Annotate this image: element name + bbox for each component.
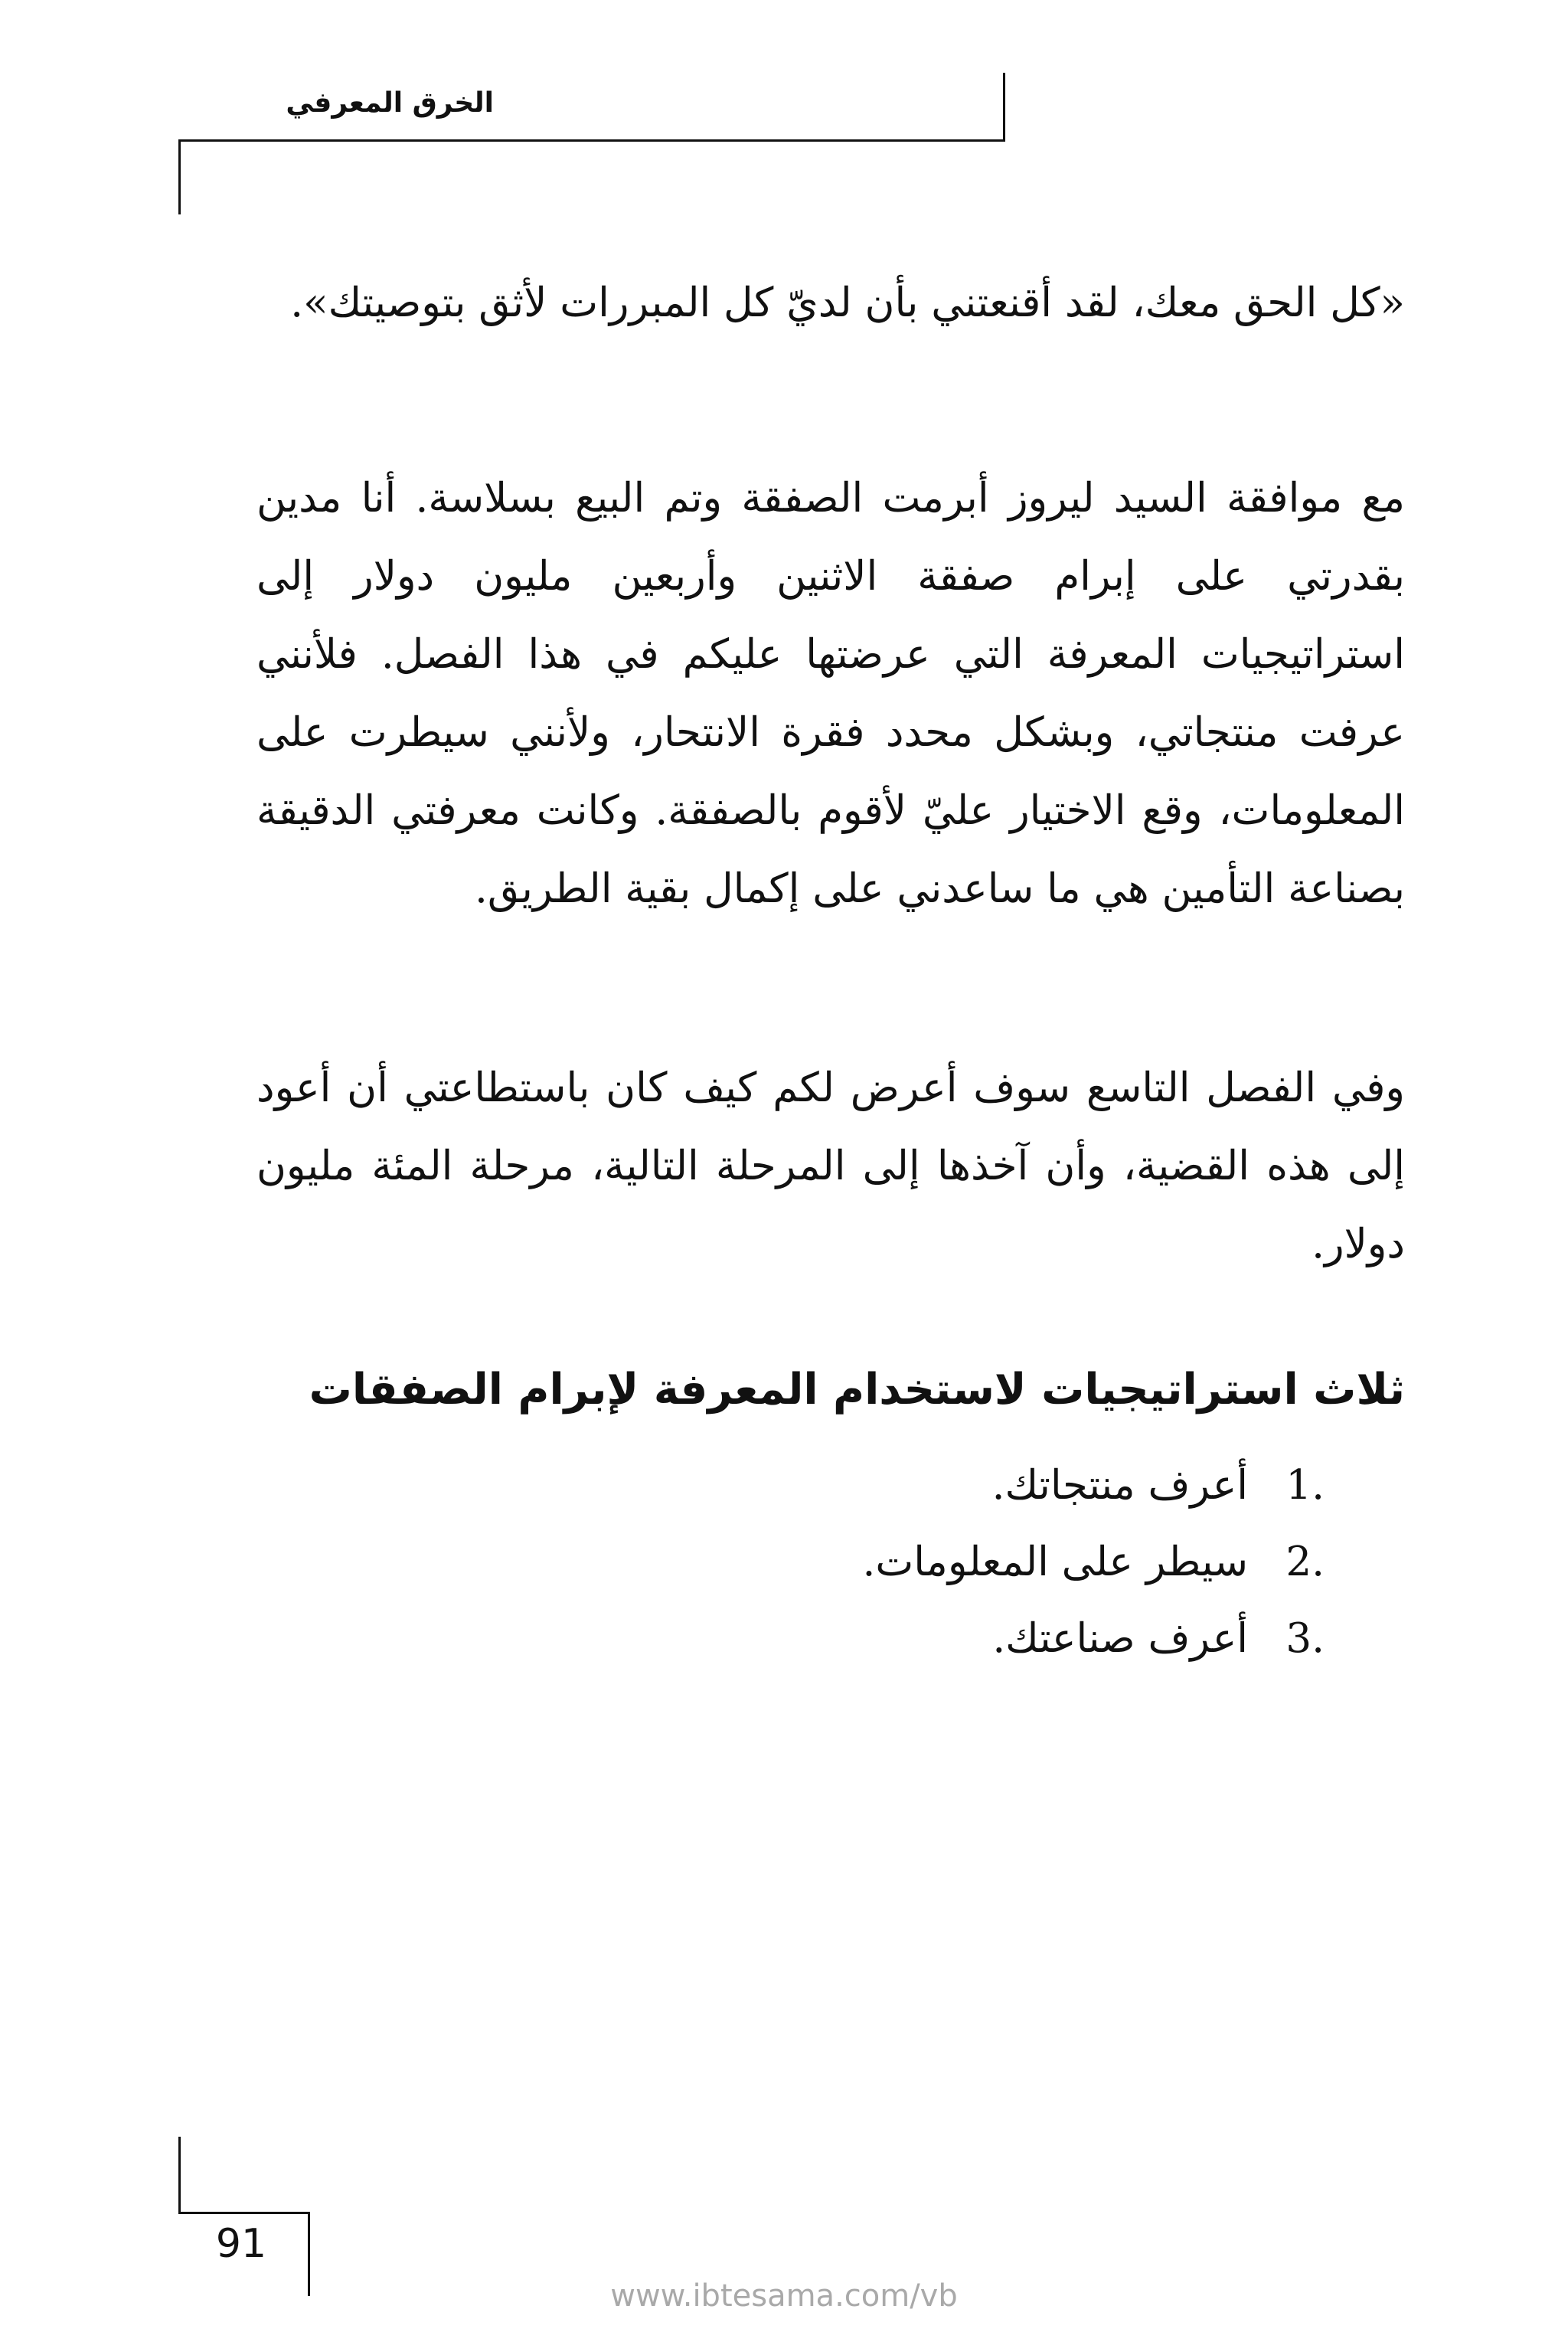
strategy-list: [256, 1447, 1325, 1677]
header-rule-right-vertical: [1003, 73, 1005, 142]
list-item-text: أعرف منتجاتك.: [991, 1462, 1248, 1509]
paragraph-quote: «كل الحق معك، لقد أقنعتني بأن لديّ كل المبررات لأثق بتوصيتك».: [290, 280, 1405, 326]
running-header-title: الخرق المعرفي: [286, 87, 494, 119]
watermark-link[interactable]: www.ibtesama.com/vb: [610, 2278, 958, 2314]
list-item-number: 2.: [1285, 1539, 1325, 1585]
list-item: [256, 1601, 1325, 1677]
page-number: 91: [215, 2221, 267, 2267]
list-item-number: 1.: [1285, 1462, 1325, 1509]
paragraph-deal: مع موافقة السيد ليروز أبرمت الصفقة وتم البيع بسلاسة. أنا مدين بقدرتي على إبرام صفقة الاثنين وأربعين مليون دولار إلى استراتيجيات المعرفة التي عرضتها عليكم في هذا الفصل. فلأنني عرفت منتجاتي، وبشكل محدد فقرة الانتحار، ولأنني سيطرت على المعلومات، وقع الاختيار عليّ لأقوم بالصفقة. وكانت معرفتي الدقيقة بصناعة التأمين هي ما ساعدني على إكمال بقية الطريق.: [256, 475, 1405, 912]
list-item-number: 3.: [1285, 1615, 1325, 1662]
list-item-text: سيطر على المعلومات.: [862, 1539, 1248, 1585]
section-heading: ثلاث استراتيجيات لاستخدام المعرفة لإبرام الصفقات: [309, 1365, 1405, 1415]
header-rule-horizontal: [178, 139, 1005, 142]
list-item-text: أعرف صناعتك.: [992, 1615, 1248, 1662]
header-rule-left-vertical: [178, 139, 181, 214]
paragraph-chapter-nine: وفي الفصل التاسع سوف أعرض لكم كيف كان باستطاعتي أن أعود إلى هذه القضية، وأن آخذها إلى المرحلة التالية، مرحلة المئة مليون دولار.: [256, 1065, 1405, 1267]
list-item: [256, 1447, 1325, 1524]
footer-rule-left-vertical: [178, 2137, 181, 2213]
list-item: [256, 1524, 1325, 1601]
footer-rule-horizontal: [178, 2212, 310, 2214]
